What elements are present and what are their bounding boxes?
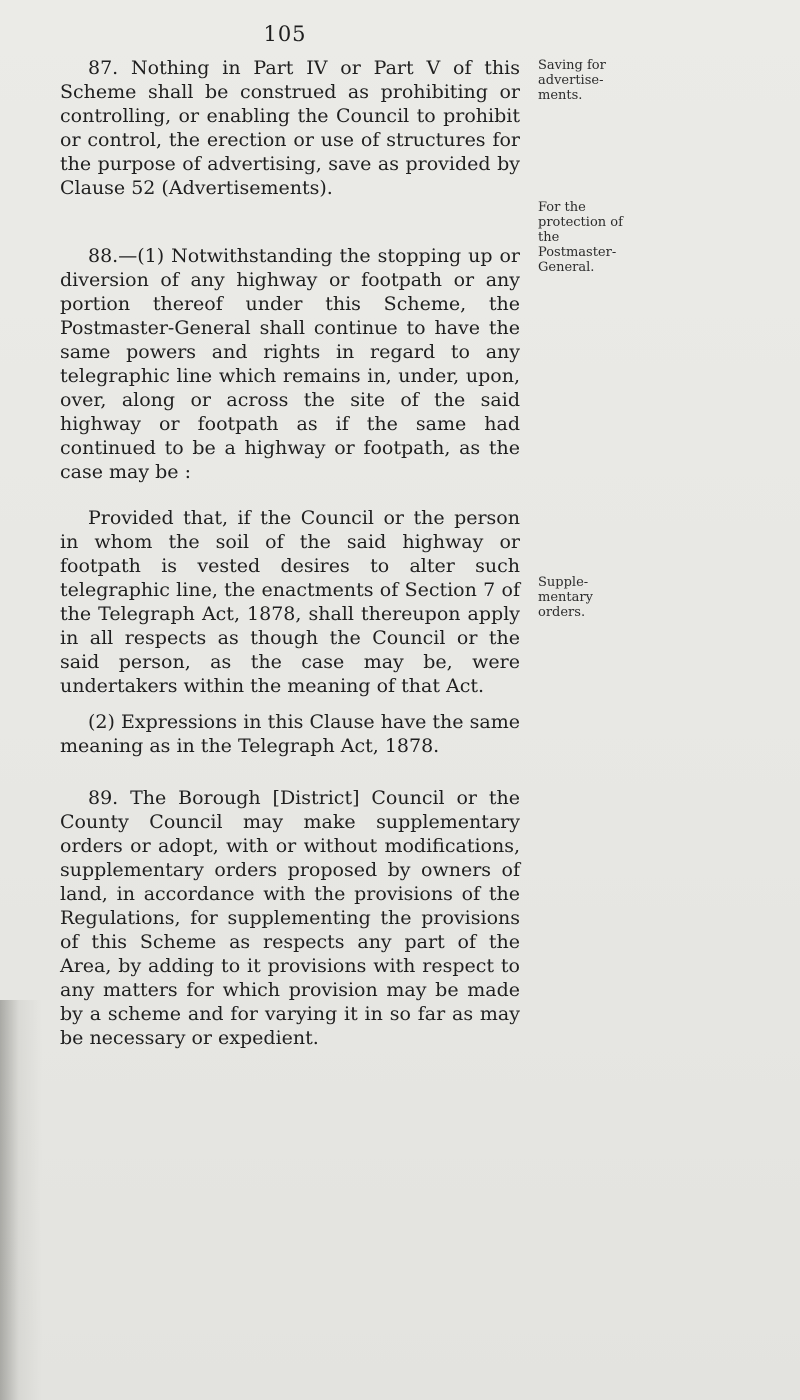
clause-88-proviso: Provided that, if the Council or the person in whom the soil of the said highway or footpath is vested desires to alter such telegraphic line, the enactments of Section 7 of the Telegraph Act, 1878, shall thereupon apply in all respects as though the Council or the said person, as the case may be, were undertakers within the meaning of that Act. (60, 507, 520, 697)
clause-89: 89. The Borough [District] Council or the County Council may make supplementary orders or adopt, with or without modifications, supplementary orders proposed by owners of land, in accordance with the provisions of the Regulations, for supplementing the provisions of this Scheme as respects any part of the Area, by adding to it provisions with respect to any matters for which provision may be made by a scheme and for varying it in so far as may be necessary or expedient. (60, 787, 520, 1049)
clause-88-1: 88.—(1) Notwithstanding the stopping up or diversion of any highway or footpath or any portion thereof under this Scheme, the Postmaster-General shall continue to have the same powers and rights in regard to any telegraphic line which remains in, under, upon, over, along or across the site of the said highway or footpath as if the same had continued to be a highway or footpath, as the case may be : (60, 245, 520, 483)
page-number: 105 (263, 22, 307, 46)
page-edge-shadow (0, 1000, 42, 1400)
clause-87: 87. Nothing in Part IV or Part V of this Scheme shall be construed as prohibiting or controlling, or enabling the Council to prohibit or control, the erection or use of structures for the purpose of advertising, save as provided by Clause 52 (Advertisements). (60, 57, 520, 199)
clause-88-2: (2) Expressions in this Clause have the same meaning as in the Telegraph Act, 1878. (60, 711, 520, 757)
margin-note-advertising: Saving for advertise-ments. (538, 58, 606, 103)
body-text (60, 40, 520, 1072)
margin-note-postmaster: For the protection of the Postmaster-General. (538, 200, 623, 275)
margin-note-supplementary: Supple-mentary orders. (538, 575, 593, 620)
